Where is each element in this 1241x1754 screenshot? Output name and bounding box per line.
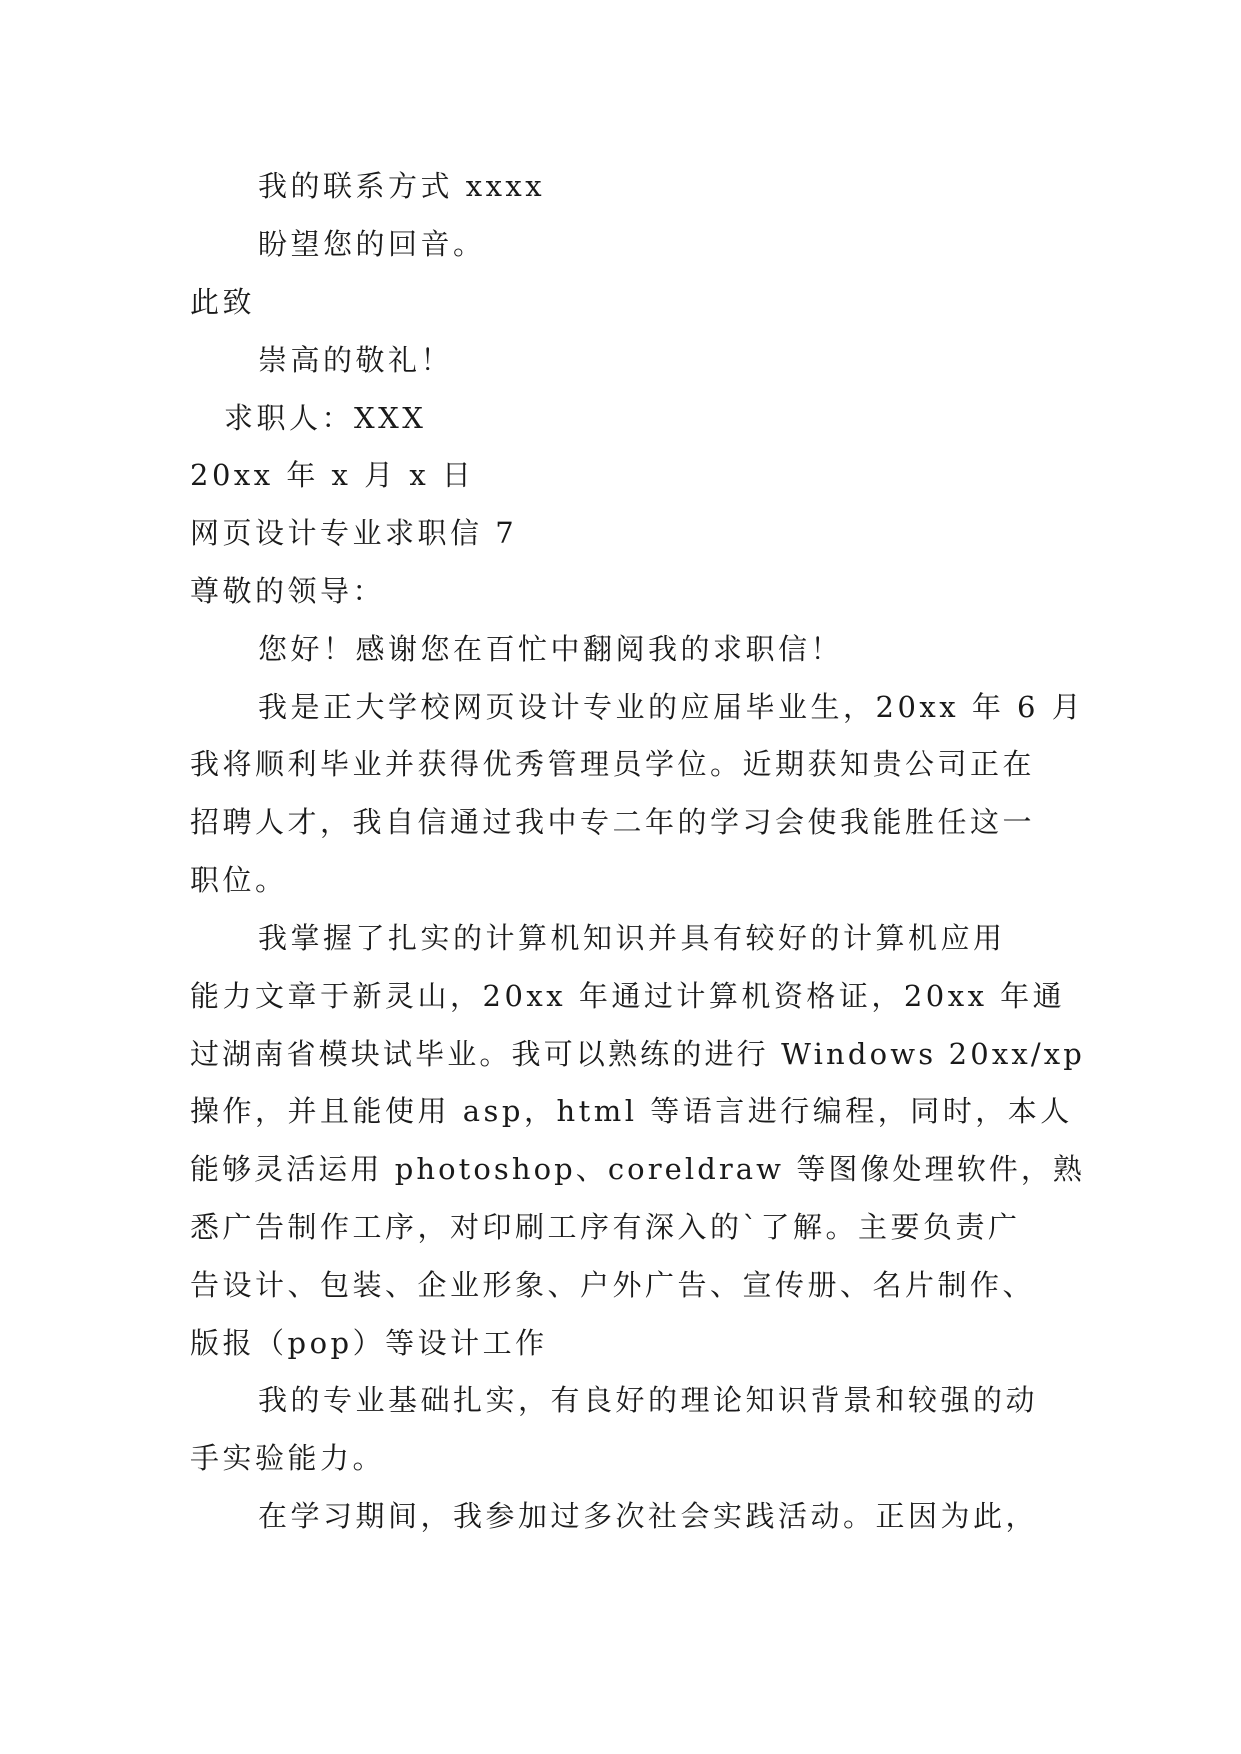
contact-line: 我的联系方式 xxxx — [258, 169, 546, 203]
paragraph-line: 您好！感谢您在百忙中翻阅我的求职信！ — [258, 632, 844, 666]
paragraph-line: 操作，并且能使用 asp，html 等语言进行编程，同时，本人 — [190, 1094, 1073, 1128]
closing-hope: 盼望您的回音。 — [258, 227, 486, 261]
paragraph-line: 招聘人才，我自信通过我中专二年的学习会使我能胜任这一 — [190, 805, 1036, 839]
paragraph-line: 在学习期间，我参加过多次社会实践活动。正因为此， — [258, 1499, 1039, 1533]
paragraph-line: 我掌握了扎实的计算机知识并具有较好的计算机应用 — [258, 921, 1006, 955]
paragraph-line: 职位。 — [190, 863, 288, 897]
paragraph-line: 过湖南省模块试毕业。我可以熟练的进行 Windows 20xx/xp — [190, 1037, 1085, 1071]
section-heading: 网页设计专业求职信 7 — [190, 516, 518, 550]
paragraph-line: 能力文章于新灵山，20xx 年通过计算机资格证，20xx 年通 — [190, 979, 1066, 1013]
salutation-cizhi: 此致 — [190, 285, 256, 319]
salutation-jingli: 崇高的敬礼！ — [258, 343, 454, 377]
paragraph-line: 我是正大学校网页设计专业的应届毕业生，20xx 年 6 月 — [258, 690, 1085, 724]
paragraph-line: 能够灵活运用 photoshop、coreldraw 等图像处理软件，熟 — [190, 1152, 1085, 1186]
paragraph-line: 我将顺利毕业并获得优秀管理员学位。近期获知贵公司正在 — [190, 747, 1036, 781]
paragraph-line: 悉广告制作工序，对印刷工序有深入的`了解。主要负责广 — [190, 1210, 1021, 1244]
paragraph-line: 手实验能力。 — [190, 1441, 386, 1475]
paragraph-line: 版报（pop）等设计工作 — [190, 1326, 548, 1360]
paragraph-line: 我的专业基础扎实，有良好的理论知识背景和较强的动 — [258, 1383, 1039, 1417]
paragraph-line: 告设计、包装、企业形象、户外广告、宣传册、名片制作、 — [190, 1268, 1036, 1302]
greeting: 尊敬的领导： — [190, 574, 386, 608]
signature-applicant: 求职人：XXX — [224, 401, 427, 435]
signature-date: 20xx 年 x 月 x 日 — [190, 458, 475, 492]
